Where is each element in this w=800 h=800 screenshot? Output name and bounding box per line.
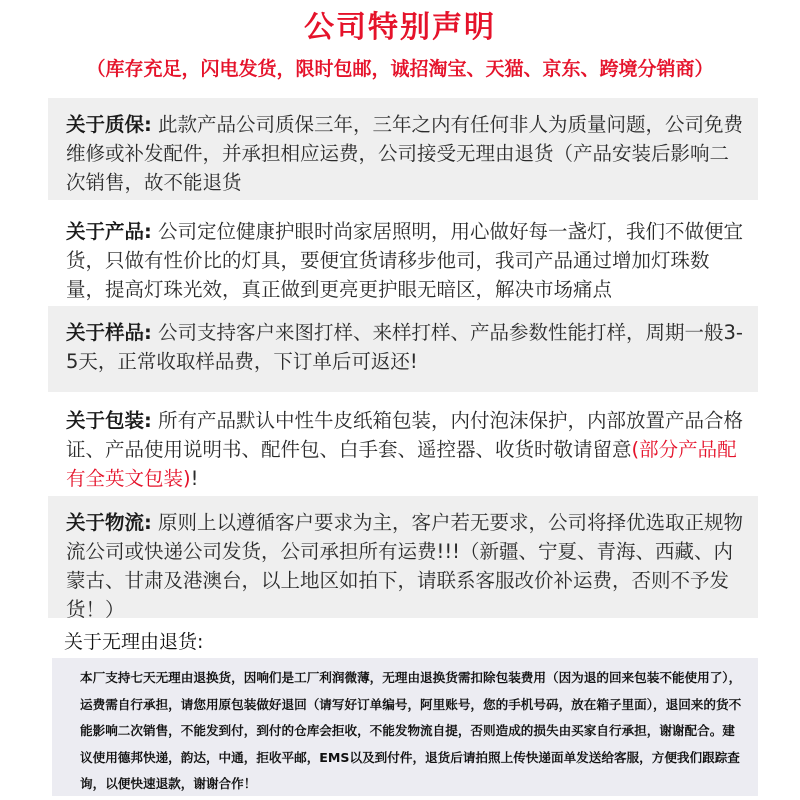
section-logistics	[48, 496, 758, 621]
page-subtitle: （库存充足，闪电发货，限时包邮，诚招淘宝、天猫、京东、跨境分销商）	[86, 58, 714, 80]
packaging-after-note: !	[190, 467, 199, 490]
section-label: 关于物流:	[66, 511, 152, 534]
section-text: 原则上以遵循客户要求为主，客户若无要求，公司将择优选取正规物流公司或快递公司发货，公司承担所有运费!!!（新疆、宁夏、青海、西藏、内蒙古、甘肃及港澳台，以上地区如拍下，请联系客服改价补运费，否则不予发货！）	[66, 511, 744, 621]
section-warranty	[48, 98, 758, 200]
section-text: 所有产品默认中性牛皮纸箱包装，内付泡沫保护，内部放置产品合格证、产品使用说明书、配件包、白手套、遥控器、收货时敬请留意	[66, 409, 744, 461]
returns-heading: 关于无理由退货:	[64, 631, 204, 653]
page-title: 公司特别声明	[304, 10, 496, 45]
section-product	[48, 205, 758, 310]
section-text: 公司定位健康护眼时尚家居照明，用心做好每一盏灯，我们不做便宜货，只做有性价比的灯具，要便宜货请移步他司，我司产品通过增加灯珠数量，提高灯珠光效，真正做到更亮更护眼无暗区，解决市场痛点	[66, 220, 744, 301]
section-label: 关于包装:	[66, 409, 152, 432]
packaging-red-note: (部分产品配有全英文包装)	[66, 438, 737, 490]
section-text: 公司支持客户来图打样、来样打样、产品参数性能打样，周期一般3-5天，正常收取样品费，下订单后可返还!	[66, 321, 743, 373]
returns-policy-text: 本厂支持七天无理由退换货，因响们是工厂利润微薄，无理由退换货需扣除包装费用（因为退的回来包装不能使用了），运费需自行承担，请您用原包装做好退回（请写好订单编号，阿里账号，您的手机号码，放在箱子里面），退回来的货不能影响二次销售，不能发到付，到付的仓库会拒收，不能发物流自提，否则造成的损失由买家自行承担，谢谢配合。建议使用德邦快递，韵达，中通，拒收平邮，EMS以及到付件，退货后请拍照上传快递面单发送给客服，方便我们跟踪查询，以便快速退款，谢谢合作！	[80, 670, 742, 791]
section-packaging	[48, 394, 758, 498]
section-label: 关于质保:	[66, 113, 152, 136]
section-text: 此款产品公司质保三年，三年之内有任何非人为质量问题，公司免费维修或补发配件，并承担相应运费，公司接受无理由退货（产品安装后影响二次销售，故不能退货	[66, 113, 744, 194]
section-label: 关于产品:	[66, 220, 152, 243]
section-label: 关于样品:	[66, 321, 152, 344]
section-samples	[48, 306, 758, 392]
returns-policy-box	[52, 658, 758, 796]
